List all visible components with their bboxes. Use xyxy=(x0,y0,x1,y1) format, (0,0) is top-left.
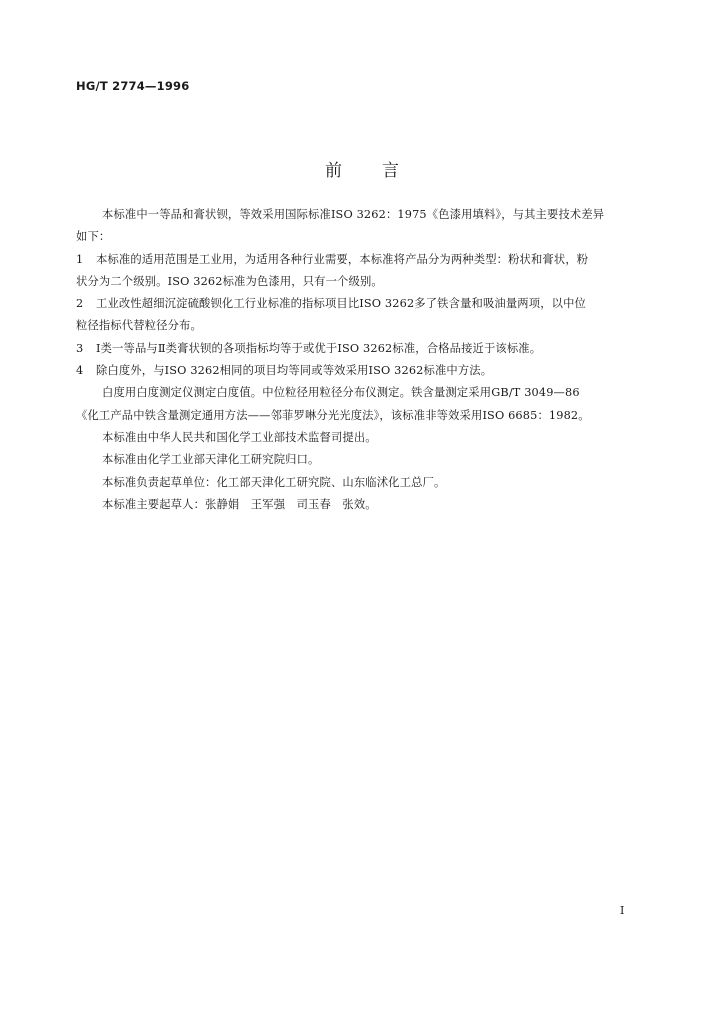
item-number: 1 xyxy=(76,252,84,266)
item-number: 4 xyxy=(76,364,84,378)
item-number: 2 xyxy=(76,297,84,311)
paragraph-line: 粒径指标代替粒径分布。 xyxy=(76,319,202,333)
list-item xyxy=(76,249,640,271)
item-number: 3 xyxy=(76,341,84,355)
list-item xyxy=(76,338,640,360)
list-item xyxy=(76,360,640,382)
paragraph-line: 本标准负责起草单位：化工部天津化工研究院、山东临沭化工总厂。 xyxy=(102,475,446,489)
body-text xyxy=(76,204,640,516)
list-item xyxy=(76,293,640,315)
paragraph-line: 状分为二个级别。ISO 3262标准为色漆用，只有一个级别。 xyxy=(76,274,383,288)
item-text: 除白度外，与ISO 3262相同的项目均等同或等效采用ISO 3262标准中方法。 xyxy=(96,364,493,378)
item-text: 工业改性超细沉淀硫酸钡化工行业标准的指标项目比ISO 3262多了铁含量和吸油量两项，以中位 xyxy=(96,297,586,311)
paragraph-line: 白度用白度测定仪测定白度值。中位粒径用粒径分布仪测定。铁含量测定采用GB/T 3049—86 xyxy=(102,386,580,400)
item-text: 本标准的适用范围是工业用，为适用各种行业需要，本标准将产品分为两种类型：粉状和膏状，粉 xyxy=(96,252,589,266)
item-text: Ⅰ类一等品与Ⅱ类膏状钡的各项指标均等于或优于ISO 3262标准，合格品接近于该标准。 xyxy=(96,341,542,355)
standard-code: HG/T 2774—1996 xyxy=(76,79,190,93)
page-title: 前言 xyxy=(325,161,439,181)
paragraph-line: 本标准中一等品和膏状钡，等效采用国际标准ISO 3262：1975《色漆用填料》，与其主要技术差异 xyxy=(102,208,605,221)
paragraph-line: 本标准由化学工业部天津化工研究院归口。 xyxy=(102,453,320,467)
page-number: I xyxy=(620,904,625,917)
paragraph-line: 本标准主要起草人：张静娟 王军强 司玉春 张效。 xyxy=(102,497,377,511)
paragraph-line: 本标准由中华人民共和国化学工业部技术监督司提出。 xyxy=(102,430,377,444)
paragraph-line: 如下： xyxy=(76,230,111,244)
paragraph-line: 《化工产品中铁含量测定通用方法——邻菲罗啉分光光度法》，该标准非等效采用ISO 6685：1982。 xyxy=(76,408,590,422)
